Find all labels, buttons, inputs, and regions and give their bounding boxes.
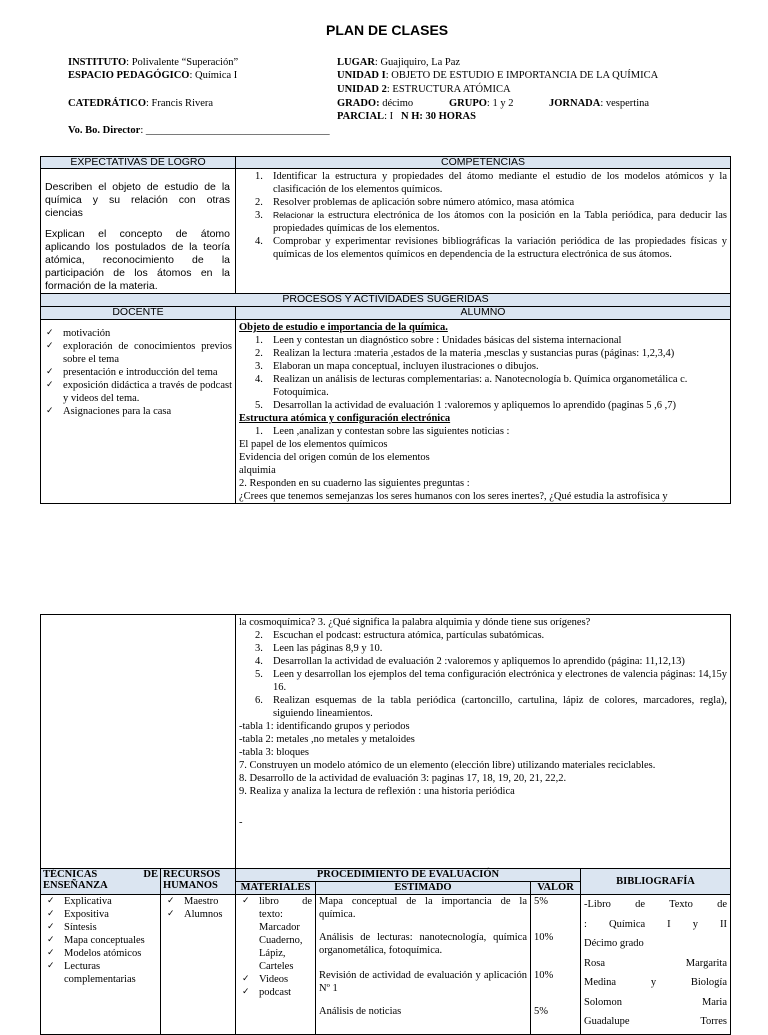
plan-table-1 bbox=[40, 156, 731, 504]
materiales-header: MATERIALES bbox=[236, 882, 316, 895]
alumno-dash: - bbox=[239, 817, 243, 828]
alumno-item: 1. Leen y contestan un diagnóstico sobre : Unidades básicas del sistema internacional bbox=[255, 335, 622, 346]
bibliografia-line: Medina y Biología bbox=[584, 977, 728, 988]
tecnicas-header: TÉCNICAS DE ENSEÑANZA bbox=[41, 869, 161, 895]
catedratico-line: CATEDRÁTICO: Francis Rivera bbox=[68, 98, 214, 109]
tecnica-item: ✓ Síntesis bbox=[44, 921, 157, 934]
materiales-cell bbox=[236, 895, 316, 1035]
alumno-line: El papel de los elementos químicos bbox=[239, 439, 388, 450]
competencias-header: COMPETENCIAS bbox=[236, 157, 731, 169]
alumno-item: 3. Leen las páginas 8,9 y 10. bbox=[255, 643, 383, 654]
alumno-line: 2. Responden en su cuaderno las siguientes preguntas : bbox=[239, 478, 470, 489]
competencia-item: 2. Resolver problemas de aplicación sobre número atómico, masa atómica bbox=[255, 197, 575, 208]
recurso-item: ✓ Alumnos bbox=[164, 908, 232, 921]
alumno-list-1 bbox=[239, 334, 727, 412]
bibliografia-line: -Libro de Texto de bbox=[584, 899, 728, 910]
tecnica-item: ✓ Explicativa bbox=[44, 895, 157, 908]
tecnica-item: ✓ Mapa conceptuales bbox=[44, 934, 157, 947]
instituto-line: INSTITUTO: Polivalente “Superación” bbox=[68, 57, 239, 68]
competencia-item: 4. Comprobar y experimentar revisiones bibliográficas la variación periódica de las propiedades físicas y químicas de los elementos químicos en dependencia de la estructura electrónica de sus átomos. bbox=[255, 236, 727, 260]
grado-line: GRADO: décimo bbox=[337, 98, 414, 109]
estimado-item: Revisión de actividad de evaluación y aplicación Nº 1 bbox=[319, 970, 527, 994]
alumno-line: alquimia bbox=[239, 465, 276, 476]
alumno-line: -tabla 2: metales ,no metales y metaloides bbox=[239, 734, 415, 745]
alumno-line: -tabla 1: identificando grupos y periodos bbox=[239, 721, 410, 732]
alumno-item: 2. Realizan la lectura :materia ,estados de la materia ,mesclas y sustancias puras (páginas: 1,2,3,4) bbox=[255, 348, 675, 359]
material-item: ✓ libro de texto: Marcador Cuaderno, Lápiz, Carteles bbox=[239, 895, 312, 973]
materiales-list bbox=[239, 895, 312, 999]
procedimiento-header: PROCEDIMIENTO DE EVALUACIÓN bbox=[236, 869, 581, 882]
procesos-header: PROCESOS Y ACTIVIDADES SUGERIDAS bbox=[41, 294, 731, 307]
alumno-item: 5. Leen y desarrollan los ejemplos del tema configuración electrónica y electrones de valencia páginas: 14,15y 16. bbox=[255, 669, 727, 693]
docente-header: DOCENTE bbox=[41, 307, 236, 320]
alumno-line: 9. Realiza y analiza la lectura de reflexión : una historia periódica bbox=[239, 786, 515, 797]
docente-item: ✓ exposición didáctica a través de podcast y videos del tema. bbox=[43, 379, 232, 405]
bibliografia-line: : Química I y II bbox=[584, 918, 728, 930]
expectativa-2: Explican el concepto de átomo aplicando los postulados de la teoría atómica, reconocimiento de la participación de los átomos en la formación de la materia. bbox=[45, 228, 230, 292]
alumno-list-2 bbox=[239, 425, 727, 438]
plan-table-2 bbox=[40, 614, 731, 869]
lugar-line: LUGAR: Guajiquiro, La Paz bbox=[337, 57, 461, 68]
valor-header: VALOR bbox=[531, 882, 581, 895]
bibliografia-line: Solomon Maria bbox=[584, 996, 728, 1008]
docente-item: ✓ motivación bbox=[43, 327, 232, 340]
alumno-item: 6. Realizan esquemas de la tabla periódica (cartoncillo, cartulina, lápiz de colores, marcadores, regla), siguiendo lineamientos. bbox=[255, 695, 727, 719]
recursos-cell bbox=[161, 895, 236, 1035]
competencia-item: 1. Identificar la estructura y propiedades del átomo mediante el estudio de los modelos atómicos y la clasificación de los elementos químicos. bbox=[255, 171, 727, 195]
bibliografia-cell bbox=[581, 895, 731, 1035]
alumno-cont-line: la cosmoquímica? 3. ¿Qué significa la palabra alquimia y dónde tiene sus orígenes? bbox=[239, 617, 591, 628]
alumno-item: 4. Desarrollan la actividad de evaluación 2 :valoremos y apliquemos lo aprendido (página: 11,12,13) bbox=[255, 656, 685, 667]
alumno-line: ¿Crees que tenemos semejanzas los seres humanos con los seres inertes?, ¿Qué estudia la astrofísica y bbox=[239, 491, 668, 502]
vobo-line: Vo. Bo. Director: ___________________________________ bbox=[68, 125, 330, 136]
expectativas-header: EXPECTATIVAS DE LOGRO bbox=[41, 157, 236, 169]
alumno-header: ALUMNO bbox=[236, 307, 731, 320]
alumno-line: 8. Desarrollo de la actividad de evaluación 3: paginas 17, 18, 19, 20, 21, 22,2. bbox=[239, 773, 567, 784]
docente-item: ✓ exploración de conocimientos previos sobre el tema bbox=[43, 340, 232, 366]
estimado-item: Análisis de lecturas: nanotecnología, química organometálica, fotoquímica. bbox=[319, 932, 527, 956]
expectativa-1: Describen el objeto de estudio de la química y su relación con otras ciencias bbox=[45, 181, 230, 219]
recursos-list bbox=[164, 895, 232, 921]
estimado-item: Análisis de noticias bbox=[319, 1006, 402, 1017]
alumno-cont-cell bbox=[236, 615, 731, 869]
expectativas-cell bbox=[41, 169, 236, 294]
competencia-item: 3. Relacionar la estructura electrónica de los átomos con la posición en la Tabla periódica, para deducir las propiedades químicas de los elementos. bbox=[255, 210, 727, 234]
bibliografia-header: BIBLIOGRAFÍA bbox=[581, 869, 731, 895]
valor-cell bbox=[531, 895, 581, 1035]
competencias-list bbox=[239, 170, 727, 261]
recursos-header: RECURSOS HUMANOS bbox=[161, 869, 236, 895]
espacio-line: ESPACIO PEDAGÓGICO: Química I bbox=[68, 70, 238, 81]
unidad1-line: UNIDAD I: OBJETO DE ESTUDIO E IMPORTANCIA DE LA QUÍMICA bbox=[337, 70, 659, 81]
alumno-item: 3. Elaboran un mapa conceptual, incluyen ilustraciones o dibujos. bbox=[255, 361, 539, 372]
alumno-heading-2: Estructura atómica y configuración electrónica bbox=[239, 413, 451, 424]
alumno-item: 5. Desarrollan la actividad de evaluación 1 :valoremos y apliquemos lo aprendido (paginas 5 ,6 ,7) bbox=[255, 400, 676, 411]
alumno-list-3 bbox=[239, 629, 727, 720]
alumno-line: 7. Construyen un modelo atómico de un elemento (elección libre) utilizando materiales reciclables. bbox=[239, 760, 656, 771]
docente-list bbox=[43, 327, 232, 418]
valor-item: 5% bbox=[534, 896, 548, 907]
material-item: ✓ podcast bbox=[239, 986, 312, 999]
bibliografia-line: Guadalupe Torres bbox=[584, 1016, 728, 1027]
alumno-line: Evidencia del origen común de los elementos bbox=[239, 452, 430, 463]
docente-item: ✓ Asignaciones para la casa bbox=[43, 405, 232, 418]
alumno-item: 2. Escuchan el podcast: estructura atómica, partículas subatómicas. bbox=[255, 630, 545, 641]
docente-item: ✓ presentación e introducción del tema bbox=[43, 366, 232, 379]
bibliografia-line: Décimo grado bbox=[584, 938, 644, 949]
jornada-line: JORNADA: vespertina bbox=[549, 98, 650, 109]
bibliografia-line: Rosa Margarita bbox=[584, 957, 728, 969]
alumno-heading-1: Objeto de estudio e importancia de la química. bbox=[239, 322, 448, 333]
valor-item: 10% bbox=[534, 932, 554, 943]
estimado-item: Mapa conceptual de la importancia de la química. bbox=[319, 896, 527, 920]
tecnicas-list bbox=[44, 895, 157, 986]
alumno-line: -tabla 3: bloques bbox=[239, 747, 309, 758]
valor-item: 5% bbox=[534, 1006, 548, 1017]
parcial-line: PARCIAL: I N H: 30 HORAS bbox=[337, 111, 476, 122]
competencias-cell bbox=[236, 169, 731, 294]
docente-cell bbox=[41, 320, 236, 504]
docente-cont-cell bbox=[41, 615, 236, 869]
tecnicas-cell bbox=[41, 895, 161, 1035]
estimado-header: ESTIMADO bbox=[316, 882, 531, 895]
grupo-line: GRUPO: 1 y 2 bbox=[449, 98, 514, 109]
page-title: PLAN DE CLASES bbox=[326, 22, 449, 38]
alumno-item: 4. Realizan un análisis de lecturas complementarias: a. Nanotecnología b. Química organometálica c. Fotoquímica. bbox=[255, 374, 688, 398]
estimado-cell bbox=[316, 895, 531, 1035]
unidad2-line: UNIDAD 2: ESTRUCTURA ATÓMICA bbox=[337, 84, 511, 95]
material-item: ✓ Videos bbox=[239, 973, 312, 986]
tecnica-item: ✓ Lecturas complementarias bbox=[44, 960, 157, 986]
plan-table-3 bbox=[40, 868, 731, 1035]
alumno-item: 1. Leen ,analizan y contestan sobre las siguientes noticias : bbox=[255, 426, 510, 437]
recurso-item: ✓ Maestro bbox=[164, 895, 232, 908]
tecnica-item: ✓ Expositiva bbox=[44, 908, 157, 921]
tecnica-item: ✓ Modelos atómicos bbox=[44, 947, 157, 960]
alumno-cell bbox=[236, 320, 731, 504]
valor-item: 10% bbox=[534, 970, 554, 981]
